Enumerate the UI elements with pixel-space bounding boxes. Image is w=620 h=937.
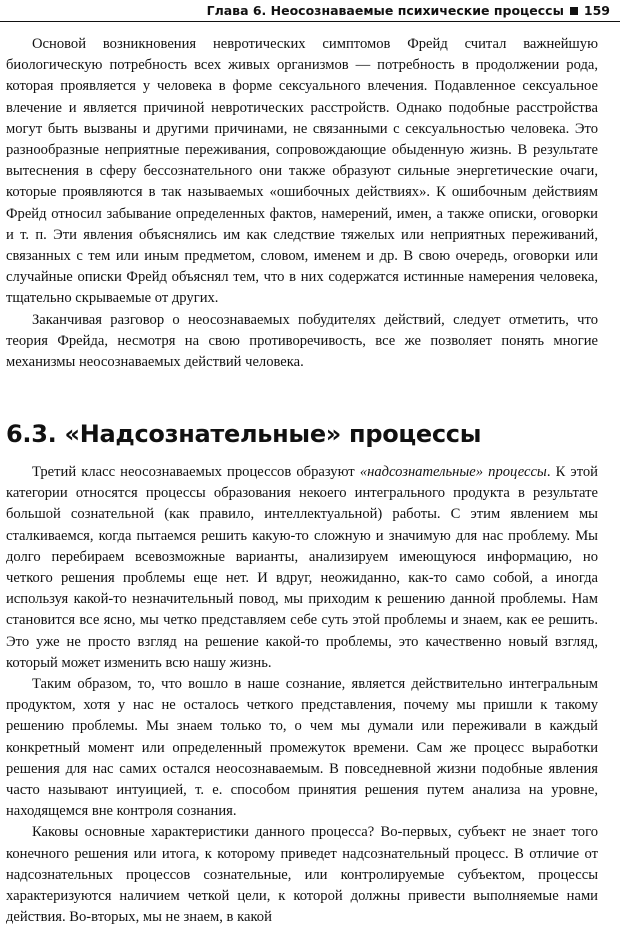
- square-icon: [570, 7, 578, 15]
- paragraph: Основой возникновения невротических симптомов Фрейд считал важнейшую биологическую потребность всех живых организмов — потребность в продолжении рода, которая проявляется у человека в форме сексуального влечения. Подавленное сексуальное влечение и является причиной невротических расстройств. Однако подобные расстройства могут быть вызваны и другими причинами, не связанными с сексуальностью человека. Это разнообразные неприятные переживания, сопровождающие обыденную жизнь. В результате вытеснения в сферу бессознательного они также образуют сильные энергетические очаги, которые проявляются в так называемых «ошибочных действиях». К ошибочным действиям Фрейд относил забывание определенных фактов, намерений, имен, а также описки, оговорки и т. п. Эти явления объяснялись им как следствие тяжелых или неприятных переживаний, связанных с тем или иным предметом, словом, именем и др. В свою очередь, оговорки или случайные описки Фрейд объяснял тем, что в них содержатся истинные намерения человека, тщательно скрываемые от других.: [6, 36, 598, 307]
- chapter-title: Глава 6. Неосознаваемые психические процессы: [206, 3, 564, 18]
- paragraph-text: Третий класс неосознаваемых процессов образуют: [32, 464, 360, 480]
- paragraph: [6, 462, 598, 674]
- paragraph: Таким образом, то, что вошло в наше сознание, является действительно интегральным продуктом, хотя у нас не осталось четкого представления, почему мы пришли к такому решению проблемы. Мы знаем только то, о чем мы думали или переживали в каждый конкретный момент или определенный промежуток времени. Сам же процесс выработки решения для нас самих остался неосознаваемым. В повседневной жизни подобные явления часто называют интуицией, т. е. способом принятия решения путем анализа на уровне, находящемся вне контроля сознания.: [6, 676, 598, 820]
- text-block-top: [6, 34, 598, 373]
- page-number: 159: [583, 3, 610, 18]
- text-block-bottom: [6, 462, 598, 928]
- paragraph: Каковы основные характеристики данного процесса? Во-первых, субъект не знает того конечного решения или итога, к которому приведет надсознательный процесс. В отличие от надсознательных процессов сознательные, или контролируемые субъектом, процессы характеризуются наличием четкой цели, к которой должны привести выполняемые нами действия. Во-вторых, мы не знаем, в какой: [6, 824, 598, 926]
- paragraph: Заканчивая разговор о неосознаваемых побудителях действий, следует отметить, что теория Фрейда, несмотря на свою противоречивость, все же позволяет понять многие механизмы неосознаваемых действий человека.: [6, 311, 598, 371]
- running-header: [0, 0, 620, 22]
- paragraph-text: . К этой категории относятся процессы образования некоего интегрального продукта в результате большой сознательной (как правило, интеллектуальной) работы. С этим явлением мы сталкиваемся, когда пытаемся решить какую-то сложную и значимую для нас проблему. Мы долго перебираем всевозможные варианты, анализируем имеющуюся информацию, но четкого решения проблемы еще нет. И вдруг, неожиданно, как-то само собой, а иногда используя какой-то незначительный повод, мы приходим к решению данной проблемы. Нам становится все ясно, мы четко представляем себе суть этой проблемы и знаем, как ее решить. Это уже не просто взгляд на решение какой-то проблемы, это качественно новый взгляд, который может изменить всю нашу жизнь.: [6, 464, 598, 671]
- italic-term: «надсознательные» процессы: [359, 464, 547, 480]
- section-heading: 6.3. «Надсознательные» процессы: [6, 420, 482, 448]
